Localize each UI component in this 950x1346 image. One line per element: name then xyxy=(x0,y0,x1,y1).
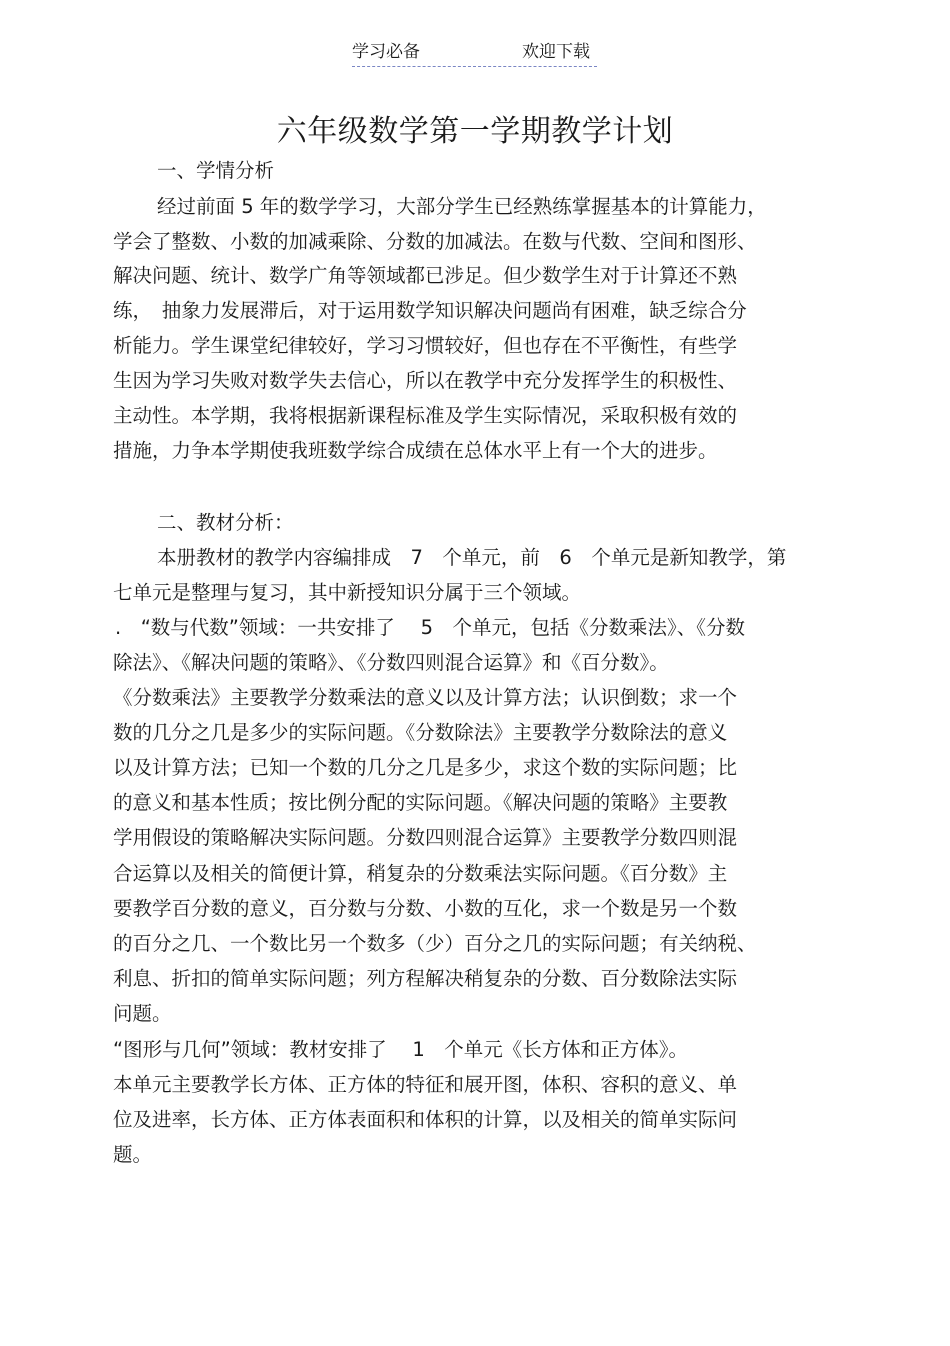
paragraph-line: 除法》、《解决问题的策略》、《分数四则混合运算》和《百分数》。 xyxy=(113,651,669,674)
section-heading-2: 二、教材分析： xyxy=(157,511,294,534)
paragraph-line: 的意义和基本性质；按比例分配的实际问题。《解决问题的策略》主要教 xyxy=(113,791,728,814)
paragraph-line: 学用假设的策略解决实际问题。分数四则混合运算》主要教学分数四则混 xyxy=(113,826,738,849)
paragraph-line: 合运算以及相关的简便计算，稍复杂的分数乘法实际问题。《百分数》主 xyxy=(113,862,728,885)
paragraph-line: 主动性。本学期，我将根据新课程标准及学生实际情况，采取积极有效的 xyxy=(113,404,738,427)
paragraph-line: 学会了整数、小数的加减乘除、分数的加减法。在数与代数、空间和图形、 xyxy=(113,230,757,253)
page-header xyxy=(352,40,597,67)
paragraph-line: 以及计算方法；已知一个数的几分之几是多少，求这个数的实际问题；比 xyxy=(113,756,738,779)
paragraph-line: 《分数乘法》主要教学分数乘法的意义以及计算方法；认识倒数；求一个 xyxy=(113,686,738,709)
paragraph-line: 数的几分之几是多少的实际问题。《分数除法》主要教学分数除法的意义 xyxy=(113,721,728,744)
paragraph-line: 位及进率，长方体、正方体表面积和体积的计算，以及相关的简单实际问 xyxy=(113,1108,738,1131)
paragraph-line: 问题。 xyxy=(113,1002,172,1025)
paragraph-line: 要教学百分数的意义，百分数与分数、小数的互化，求一个数是另一个数 xyxy=(113,897,738,920)
paragraph-line: 析能力。学生课堂纪律较好，学习习惯较好，但也存在不平衡性，有些学 xyxy=(113,334,738,357)
paragraph-line: 练， 抽象力发展滞后，对于运用数学知识解决问题尚有困难，缺乏综合分 xyxy=(113,299,747,322)
paragraph-line: 解决问题、统计、数学广角等领域都已涉足。但少数学生对于计算还不熟 xyxy=(113,264,738,287)
section-heading-1: 一、学情分析 xyxy=(157,159,275,182)
paragraph-line: 七单元是整理与复习，其中新授知识分属于三个领域。 xyxy=(113,581,582,604)
paragraph-line: “图形与几何”领域：教材安排了 1 个单元《长方体和正方体》。 xyxy=(113,1038,689,1061)
paragraph-line: 题。 xyxy=(113,1143,153,1166)
header-right-text: 欢迎下载 xyxy=(522,42,590,62)
paragraph-line: 措施，力争本学期使我班数学综合成绩在总体水平上有一个大的进步。 xyxy=(113,439,718,462)
paragraph-line: 生因为学习失败对数学失去信心，所以在教学中充分发挥学生的积极性、 xyxy=(113,369,738,392)
paragraph-line: 本册教材的教学内容编排成 7 个单元，前 6 个单元是新知教学，第 xyxy=(157,546,787,569)
header-left-text: 学习必备 xyxy=(352,42,420,62)
document-title: 六年级数学第一学期教学计划 xyxy=(276,114,674,149)
paragraph-line: . “数与代数”领域：一共安排了 5 个单元，包括《分数乘法》、《分数 xyxy=(115,616,746,639)
paragraph-line: 本单元主要教学长方体、正方体的特征和展开图，体积、容积的意义、单 xyxy=(113,1073,738,1096)
paragraph-line: 利息、折扣的简单实际问题；列方程解决稍复杂的分数、百分数除法实际 xyxy=(113,967,738,990)
paragraph-line: 经过前面 5 年的数学学习，大部分学生已经熟练掌握基本的计算能力， xyxy=(157,195,767,218)
paragraph-line: 的百分之几、一个数比另一个数多（少）百分之几的实际问题；有关纳税、 xyxy=(113,932,757,955)
